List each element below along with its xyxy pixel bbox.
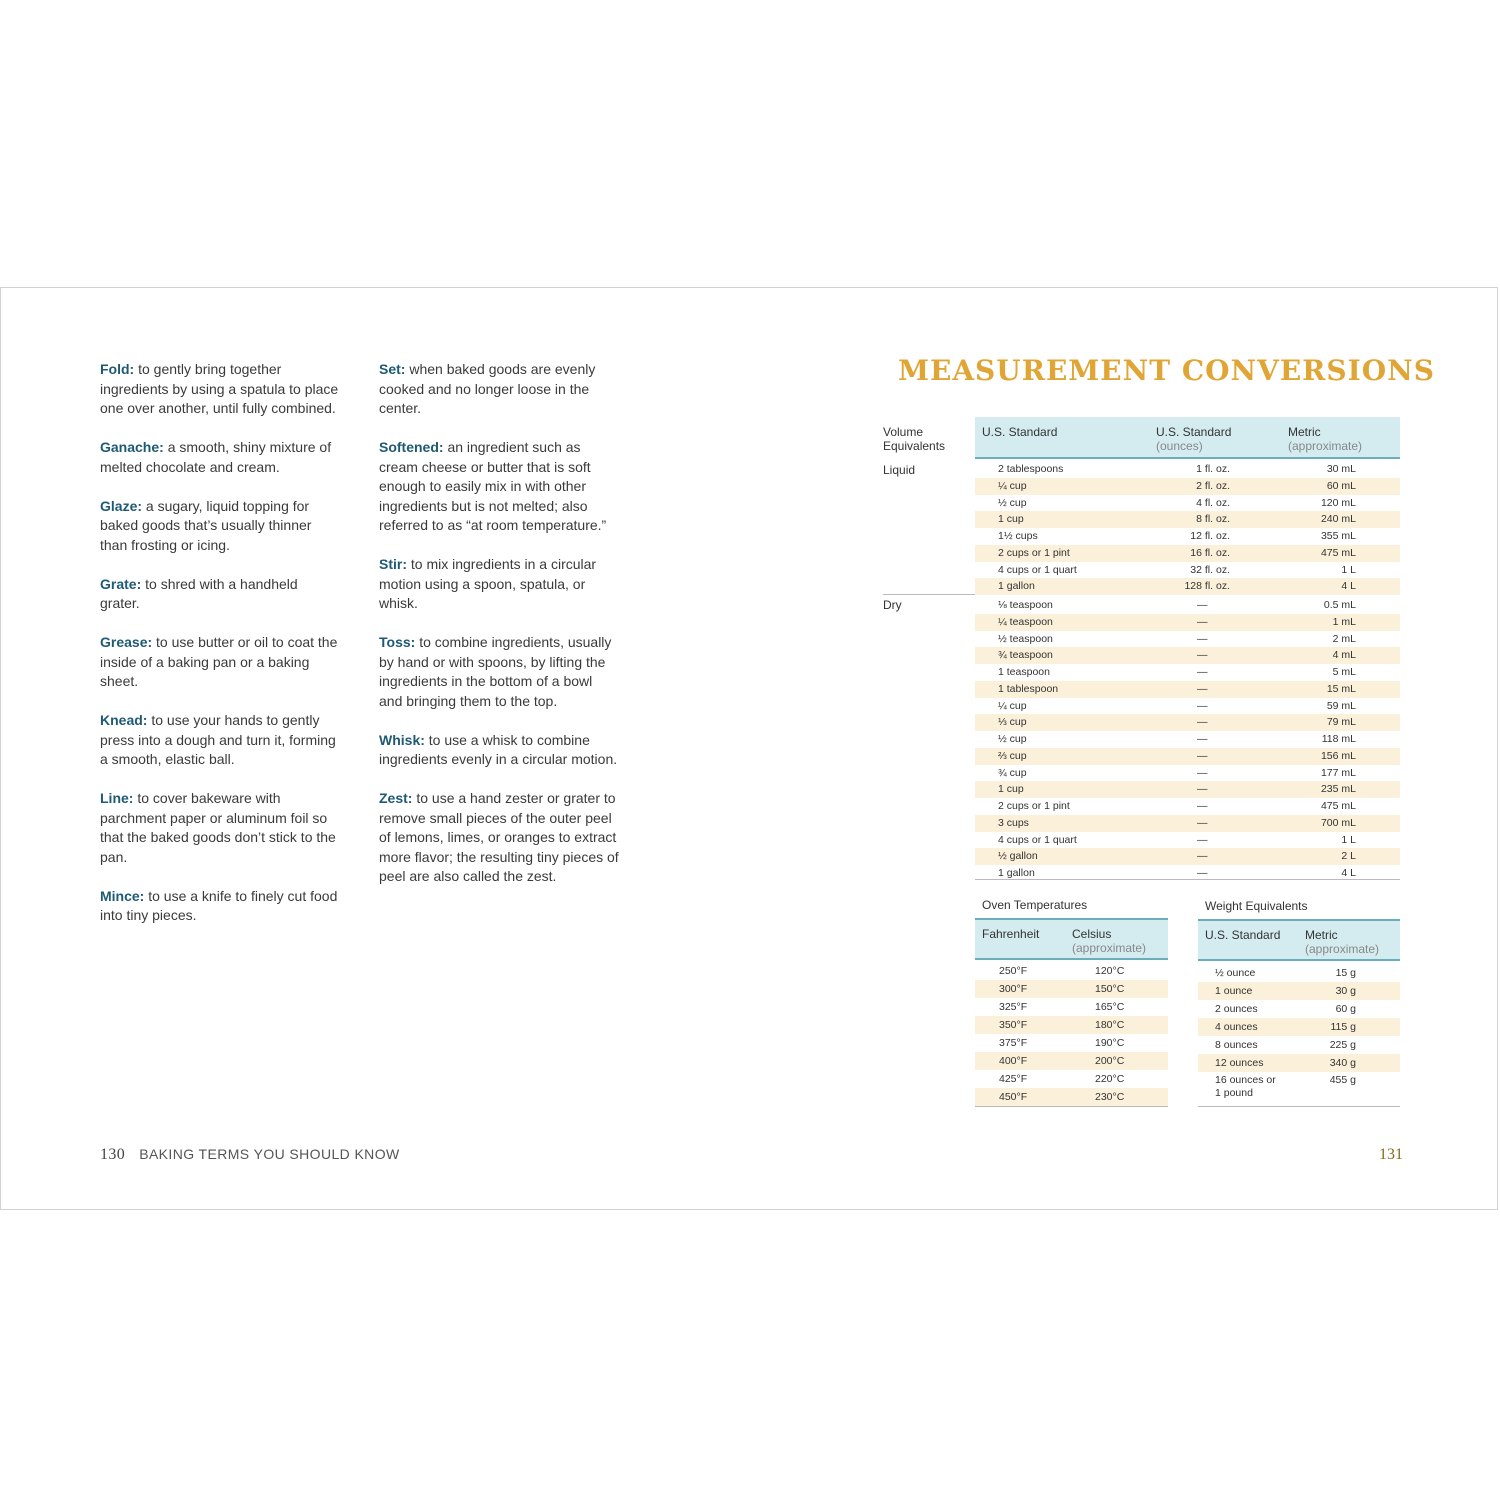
volume-cell-us-standard: 4 cups or 1 quart <box>998 563 1077 576</box>
volume-cell-metric: 1 mL <box>1332 615 1356 628</box>
glossary-entry <box>379 789 619 887</box>
volume-table-bottom-rule <box>975 879 1400 880</box>
volume-row-dry <box>975 614 1400 631</box>
volume-cell-metric: 240 mL <box>1320 513 1356 526</box>
volume-row-dry <box>975 681 1400 698</box>
volume-cell-us-standard: ¾ cup <box>998 766 1027 779</box>
weight-cell-metric: 455 g <box>1329 1074 1356 1086</box>
oven-cell-fahrenheit: 300°F <box>999 983 1028 995</box>
weight-row <box>1198 1000 1400 1018</box>
glossary-definition: to use your hands to gently press into a dough and turn it, forming a smooth, elastic ball. <box>100 712 336 767</box>
volume-cell-metric: 156 mL <box>1320 749 1356 762</box>
volume-cell-ounces: — <box>1197 850 1208 863</box>
volume-cell-us-standard: ⅛ teaspoon <box>998 599 1053 611</box>
volume-header-us-standard: U.S. Standard <box>982 425 1058 439</box>
volume-row-liquid <box>975 578 1400 595</box>
oven-row <box>975 962 1168 980</box>
volume-cell-metric: 30 mL <box>1326 463 1356 475</box>
volume-cell-ounces: — <box>1197 800 1208 812</box>
glossary-entry <box>100 711 340 770</box>
volume-label-line2: Equivalents <box>883 439 946 453</box>
volume-cell-us-standard: ½ cup <box>998 496 1027 509</box>
volume-cell-metric: 79 mL <box>1326 716 1356 729</box>
oven-cell-celsius: 230°C <box>1095 1091 1125 1103</box>
glossary-definition: a smooth, shiny mixture of melted chocolate and cream. <box>100 439 332 475</box>
volume-cell-us-standard: 1 teaspoon <box>998 666 1050 678</box>
volume-cell-metric: 4 L <box>1341 867 1356 879</box>
oven-cell-fahrenheit: 425°F <box>999 1073 1028 1085</box>
weight-row <box>1198 1054 1400 1072</box>
weight-cell-us-standard: 1 ounce <box>1215 985 1253 997</box>
weight-table-bottom-rule <box>1198 1106 1400 1107</box>
glossary-definition: when baked goods are evenly cooked and no longer loose in the center. <box>379 361 596 416</box>
volume-cell-ounces: — <box>1197 649 1208 662</box>
glossary-entry <box>100 438 340 477</box>
volume-header-us-ounces: U.S. Standard (ounces) <box>1156 425 1232 453</box>
glossary-term: Zest: <box>379 790 413 806</box>
oven-row <box>975 1088 1168 1106</box>
volume-cell-metric: 177 mL <box>1320 766 1356 779</box>
oven-row <box>975 980 1168 998</box>
volume-cell-ounces: — <box>1197 833 1208 846</box>
volume-cell-ounces: 12 fl. oz. <box>1190 530 1230 542</box>
glossary-term: Whisk: <box>379 731 425 748</box>
volume-cell-metric: 475 mL <box>1320 800 1356 812</box>
volume-row-liquid <box>975 478 1400 495</box>
volume-cell-metric: 60 mL <box>1326 479 1356 492</box>
oven-cell-celsius: 180°C <box>1095 1019 1125 1031</box>
volume-cell-us-standard: ⅓ cup <box>998 716 1027 729</box>
volume-cell-metric: 15 mL <box>1326 682 1356 695</box>
volume-row-dry <box>975 848 1400 865</box>
volume-cell-metric: 2 L <box>1341 850 1356 863</box>
oven-header-fahrenheit: Fahrenheit <box>982 927 1040 941</box>
glossary-term: Grate: <box>100 575 142 592</box>
volume-row-liquid <box>975 528 1400 545</box>
volume-cell-metric: 235 mL <box>1320 783 1356 796</box>
volume-cell-metric: 1 L <box>1341 563 1356 576</box>
oven-row <box>975 1034 1168 1052</box>
volume-row-dry <box>975 748 1400 765</box>
oven-cell-celsius: 120°C <box>1095 965 1125 977</box>
volume-row-dry <box>975 631 1400 648</box>
volume-cell-us-standard: ¼ cup <box>998 479 1027 492</box>
weight-cell-metric: 115 g <box>1330 1021 1356 1033</box>
glossary-term: Mince: <box>100 887 145 904</box>
volume-cell-ounces: — <box>1197 783 1208 796</box>
oven-row <box>975 1016 1168 1034</box>
volume-cell-ounces: — <box>1197 749 1208 762</box>
volume-label-line1: Volume <box>883 425 924 439</box>
oven-cell-celsius: 220°C <box>1095 1073 1125 1085</box>
glossary-definition: a sugary, liquid topping for baked goods that’s usually thinner than frosting or icing. <box>100 497 312 553</box>
volume-row-dry <box>975 832 1400 849</box>
glossary-entry <box>100 633 340 692</box>
volume-cell-us-standard: ½ gallon <box>998 850 1038 863</box>
glossary-definition: to use butter or oil to coat the inside of a baking pan or a baking sheet. <box>100 634 338 689</box>
oven-table-bottom-rule <box>975 1106 1168 1107</box>
volume-cell-ounces: — <box>1197 716 1208 729</box>
volume-row-dry <box>975 597 1400 614</box>
volume-cell-ounces: — <box>1197 682 1208 695</box>
page-number-right: 131 <box>1379 1146 1403 1163</box>
oven-row <box>975 1052 1168 1070</box>
glossary-term: Fold: <box>100 361 135 377</box>
volume-table-body <box>975 461 1400 882</box>
volume-cell-ounces: — <box>1197 699 1208 712</box>
weight-cell-us-standard: 12 ounces <box>1215 1057 1264 1069</box>
volume-cell-ounces: — <box>1197 666 1208 678</box>
volume-table-header <box>975 417 1400 459</box>
volume-cell-us-standard: ⅔ cup <box>998 749 1027 762</box>
volume-cell-ounces: — <box>1197 867 1208 879</box>
left-page-footer <box>100 1146 400 1164</box>
volume-row-dry <box>975 714 1400 731</box>
dry-label: Dry <box>883 598 902 612</box>
volume-row-dry <box>975 731 1400 748</box>
glossary-column-1 <box>100 360 340 945</box>
volume-cell-metric: 1 L <box>1341 833 1356 846</box>
glossary-definition: to use a whisk to combine ingredients evenly in a circular motion. <box>379 731 618 767</box>
volume-cell-ounces: 4 fl. oz. <box>1196 496 1230 509</box>
glossary-entry <box>100 497 340 556</box>
weight-header-us-standard: U.S. Standard <box>1205 928 1281 942</box>
weight-cell-metric: 225 g <box>1329 1039 1356 1051</box>
oven-row <box>975 1070 1168 1088</box>
weight-row <box>1198 964 1400 982</box>
glossary-entry <box>100 360 340 419</box>
glossary-entry <box>379 633 619 711</box>
oven-cell-celsius: 150°C <box>1095 983 1125 995</box>
volume-cell-us-standard: ¾ teaspoon <box>998 649 1053 662</box>
weight-cell-us-standard: 2 ounces <box>1215 1003 1258 1015</box>
volume-cell-ounces: — <box>1197 615 1208 628</box>
glossary-term: Grease: <box>100 634 153 650</box>
weight-cell-metric: 15 g <box>1335 967 1356 979</box>
volume-cell-us-standard: 1 cup <box>998 513 1024 526</box>
oven-cell-fahrenheit: 400°F <box>999 1055 1028 1067</box>
volume-cell-ounces: 16 fl. oz. <box>1190 546 1230 559</box>
volume-cell-metric: 4 mL <box>1332 649 1356 662</box>
volume-cell-metric: 2 mL <box>1332 632 1356 645</box>
volume-cell-us-standard: 2 cups or 1 pint <box>998 546 1070 559</box>
volume-cell-ounces: — <box>1197 632 1208 645</box>
weight-cell-metric: 340 g <box>1329 1057 1356 1069</box>
oven-cell-fahrenheit: 325°F <box>999 1001 1028 1013</box>
page-title: MEASUREMENT CONVERSIONS <box>898 354 1435 387</box>
glossary-entry <box>379 731 619 770</box>
volume-cell-metric: 355 mL <box>1320 530 1356 542</box>
oven-cell-fahrenheit: 375°F <box>999 1037 1028 1049</box>
glossary-entry <box>100 887 340 926</box>
glossary-entry <box>379 555 619 614</box>
glossary-entry <box>379 438 619 536</box>
volume-cell-us-standard: ¼ teaspoon <box>998 615 1053 628</box>
volume-row-liquid <box>975 545 1400 562</box>
weight-equivalents-title: Weight Equivalents <box>1205 899 1308 913</box>
weight-row <box>1198 1072 1400 1102</box>
glossary-definition: an ingredient such as cream cheese or butter that is soft enough to easily mix in with other ingredients but is not melted; also referred to as “at room temperature.” <box>379 439 607 533</box>
glossary-term: Ganache: <box>100 439 164 455</box>
glossary-definition: to use a hand zester or grater to remove small pieces of the outer peel of lemons, limes, or oranges to extract more flavor; the resulting tiny pieces of peel are also called the zest. <box>379 790 619 884</box>
oven-cell-celsius: 190°C <box>1095 1037 1125 1049</box>
oven-cell-fahrenheit: 250°F <box>999 965 1028 977</box>
volume-row-liquid <box>975 562 1400 579</box>
volume-cell-us-standard: 2 tablespoons <box>998 463 1064 475</box>
glossary-term: Knead: <box>100 712 148 728</box>
oven-cell-fahrenheit: 350°F <box>999 1019 1028 1031</box>
volume-cell-metric: 120 mL <box>1320 496 1356 509</box>
glossary-definition: to mix ingredients in a circular motion using a spoon, spatula, or whisk. <box>379 556 597 611</box>
glossary-term: Softened: <box>379 439 444 455</box>
volume-row-dry <box>975 698 1400 715</box>
oven-table-header <box>975 918 1168 960</box>
volume-cell-us-standard: ½ cup <box>998 733 1027 745</box>
oven-cell-celsius: 165°C <box>1095 1001 1125 1013</box>
glossary-term: Stir: <box>379 556 407 572</box>
volume-cell-us-standard: 2 cups or 1 pint <box>998 800 1070 812</box>
glossary-definition: to gently bring together ingredients by using a spatula to place one over another, until fully combined. <box>100 361 339 416</box>
volume-cell-metric: 700 mL <box>1320 816 1356 829</box>
volume-cell-metric: 475 mL <box>1320 546 1356 559</box>
glossary-term: Line: <box>100 790 134 806</box>
volume-cell-us-standard: 1 tablespoon <box>998 682 1059 695</box>
volume-row-dry <box>975 664 1400 681</box>
volume-cell-ounces: 32 fl. oz. <box>1190 563 1230 576</box>
volume-cell-us-standard: ½ teaspoon <box>998 632 1053 645</box>
volume-equivalents-label <box>883 425 945 453</box>
glossary-entry <box>379 360 619 419</box>
volume-cell-metric: 118 mL <box>1321 733 1356 745</box>
liquid-label: Liquid <box>883 463 916 477</box>
glossary-term: Glaze: <box>100 497 143 514</box>
weight-row <box>1198 1018 1400 1036</box>
volume-row-liquid <box>975 511 1400 528</box>
glossary-term: Set: <box>379 361 406 377</box>
glossary-column-2 <box>379 360 619 906</box>
oven-row <box>975 998 1168 1016</box>
volume-cell-ounces: — <box>1197 599 1208 611</box>
glossary-definition: to use a knife to finely cut food into tiny pieces. <box>100 887 338 923</box>
weight-cell-metric: 60 g <box>1335 1003 1356 1015</box>
volume-row-dry <box>975 647 1400 664</box>
volume-cell-us-standard: 1 gallon <box>998 867 1035 879</box>
volume-row-dry <box>975 765 1400 782</box>
page-number-left: 130 <box>100 1146 126 1163</box>
weight-cell-us-standard: ½ ounce <box>1215 967 1256 979</box>
volume-cell-metric: 5 mL <box>1332 666 1356 678</box>
volume-row-dry <box>975 815 1400 832</box>
glossary-entry <box>100 789 340 867</box>
oven-cell-fahrenheit: 450°F <box>999 1091 1028 1103</box>
glossary-definition: to combine ingredients, usually by hand or with spoons, by lifting the ingredients in the bottom of a bowl and bringing them to the top. <box>379 634 612 709</box>
glossary-definition: to shred with a handheld grater. <box>100 575 298 611</box>
weight-header-metric: Metric (approximate) <box>1305 928 1380 956</box>
weight-cell-us-standard: 4 ounces <box>1215 1021 1258 1033</box>
oven-header-celsius: Celsius (approximate) <box>1072 927 1147 955</box>
volume-header-metric: Metric (approximate) <box>1288 425 1363 453</box>
glossary-definition: to cover bakeware with parchment paper or aluminum foil so that the baked goods don’t stick to the pan. <box>100 790 336 865</box>
volume-cell-us-standard: 1 gallon <box>998 580 1035 593</box>
oven-cell-celsius: 200°C <box>1095 1055 1125 1067</box>
oven-temperatures-title: Oven Temperatures <box>982 898 1088 912</box>
volume-cell-metric: 4 L <box>1341 580 1356 593</box>
volume-cell-ounces: — <box>1197 816 1208 829</box>
volume-cell-us-standard: 3 cups <box>998 816 1029 829</box>
volume-cell-ounces: 8 fl. oz. <box>1196 513 1230 526</box>
weight-cell-metric: 30 g <box>1335 985 1356 997</box>
volume-row-dry <box>975 781 1400 798</box>
volume-cell-ounces: — <box>1197 766 1208 779</box>
volume-cell-metric: 0.5 mL <box>1323 599 1356 611</box>
glossary-entry <box>100 575 340 614</box>
volume-cell-ounces: 1 fl. oz. <box>1196 463 1230 475</box>
weight-cell-us-standard: 8 ounces <box>1215 1039 1258 1051</box>
volume-row-dry <box>975 798 1400 815</box>
volume-cell-ounces: — <box>1197 733 1208 745</box>
book-spread <box>0 287 1498 1210</box>
volume-cell-metric: 59 mL <box>1326 699 1356 712</box>
volume-row-liquid <box>975 495 1400 512</box>
weight-table-header <box>1198 919 1400 961</box>
volume-cell-us-standard: 1 cup <box>998 783 1024 796</box>
volume-row-liquid <box>975 461 1400 478</box>
volume-cell-us-standard: 4 cups or 1 quart <box>998 833 1077 846</box>
weight-cell-us-standard: 16 ounces or 1 pound <box>1215 1074 1276 1099</box>
oven-table-body <box>975 962 1168 1106</box>
weight-table-body <box>1198 964 1400 1102</box>
volume-cell-ounces: 2 fl. oz. <box>1196 479 1230 492</box>
volume-cell-us-standard: ¼ cup <box>998 699 1027 712</box>
weight-row <box>1198 982 1400 1000</box>
glossary-term: Toss: <box>379 634 416 650</box>
weight-row <box>1198 1036 1400 1054</box>
volume-cell-ounces: 128 fl. oz. <box>1184 580 1230 593</box>
volume-cell-us-standard: 1½ cups <box>998 530 1038 542</box>
running-head: BAKING TERMS YOU SHOULD KNOW <box>139 1146 400 1162</box>
